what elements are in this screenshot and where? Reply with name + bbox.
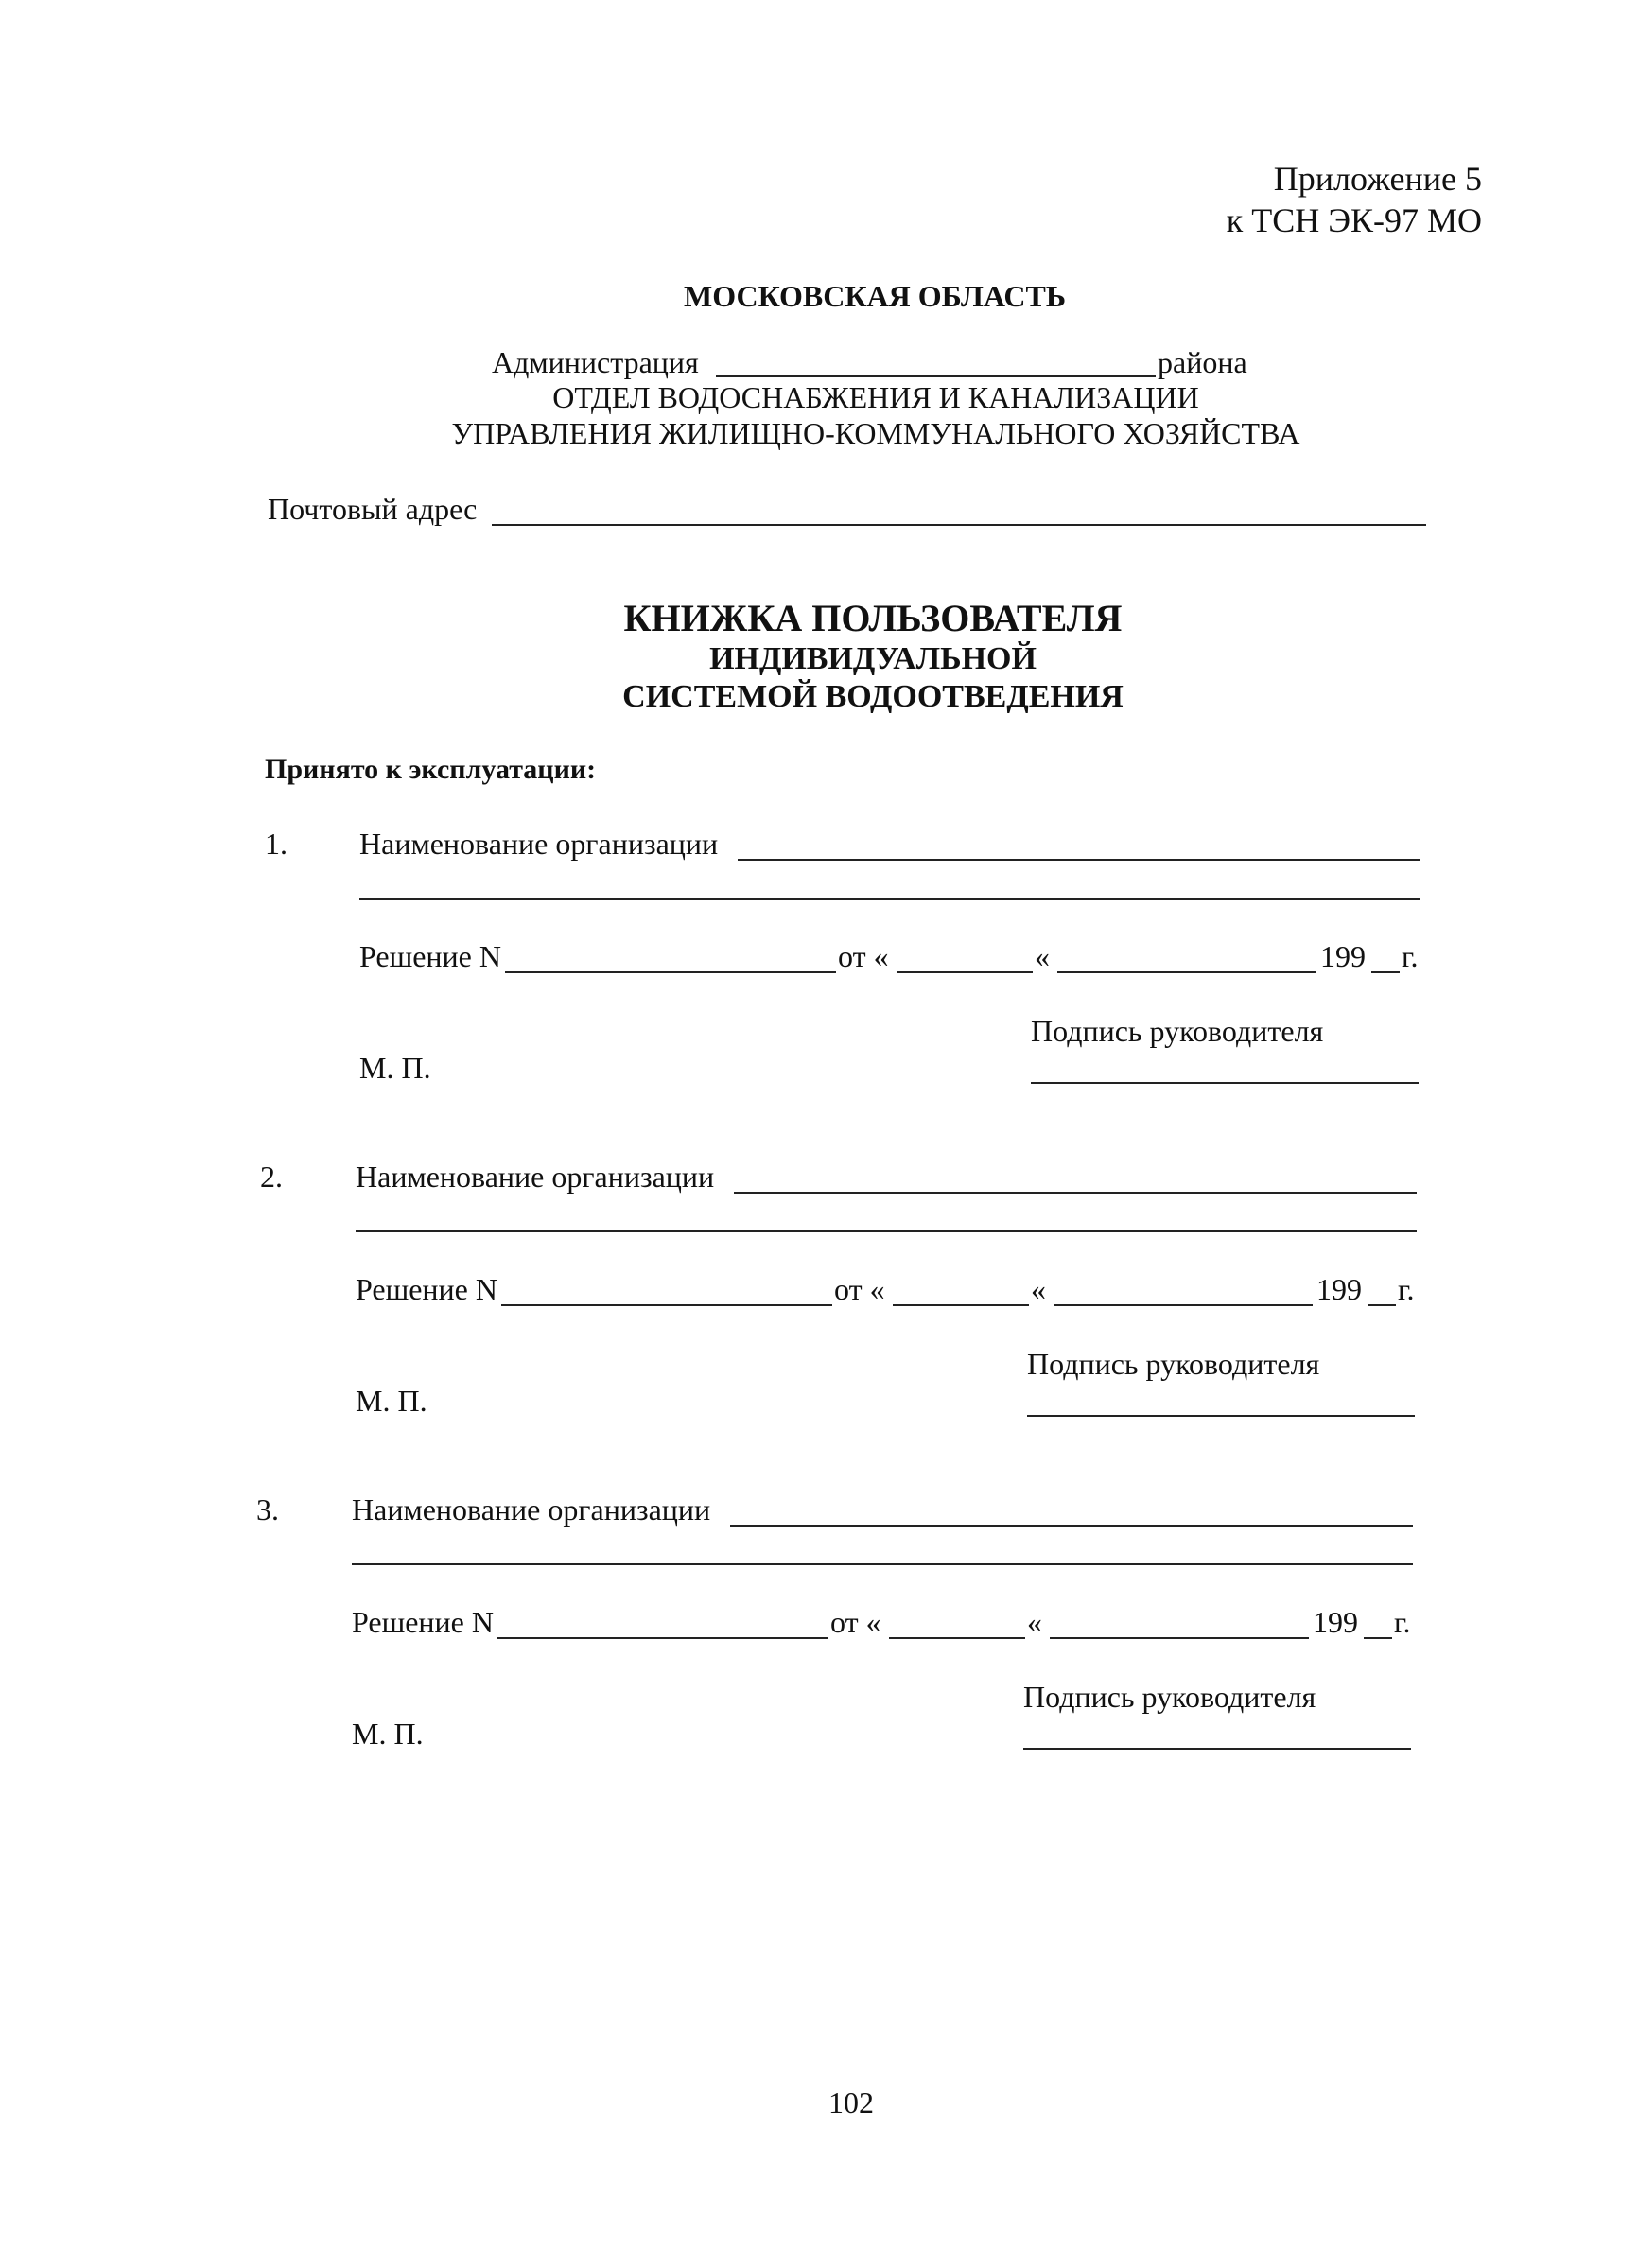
signature-label: Подпись руководителя <box>1031 1014 1324 1048</box>
date-day-field[interactable] <box>889 1637 1025 1639</box>
date-year-field[interactable] <box>1371 971 1400 973</box>
decision-label: Решение N <box>352 1605 494 1639</box>
stamp-label: М. П. <box>352 1717 424 1751</box>
date-year-label: 199 <box>1320 939 1366 973</box>
directorate-name: УПРАВЛЕНИЯ ЖИЛИЩНО-КОММУНАЛЬНОГО ХОЗЯЙСТВА <box>451 416 1300 450</box>
administration-district-field[interactable] <box>716 375 1156 377</box>
date-month-field[interactable] <box>1057 971 1316 973</box>
title-line3: СИСТЕМОЙ ВОДООТВЕДЕНИЯ <box>622 679 1124 714</box>
date-year-field[interactable] <box>1368 1304 1396 1306</box>
entry-number: 1. <box>265 827 288 861</box>
decision-number-field[interactable] <box>497 1637 828 1639</box>
org-name-field-continuation[interactable] <box>359 898 1420 900</box>
date-year-suffix: г. <box>1398 1272 1415 1306</box>
signature-label: Подпись руководителя <box>1027 1347 1320 1381</box>
appendix-line2: к ТСН ЭК-97 МО <box>1226 201 1482 239</box>
decision-number-field[interactable] <box>501 1304 832 1306</box>
org-name-field[interactable] <box>734 1192 1417 1194</box>
date-day-field[interactable] <box>893 1304 1029 1306</box>
postal-address-field[interactable] <box>492 524 1426 526</box>
date-from-label: от « <box>834 1272 885 1306</box>
org-name-field[interactable] <box>730 1525 1413 1527</box>
org-name-label: Наименование организации <box>359 827 719 861</box>
org-name-field-continuation[interactable] <box>352 1563 1413 1565</box>
decision-number-field[interactable] <box>505 971 836 973</box>
signature-field[interactable] <box>1031 1082 1419 1084</box>
decision-label: Решение N <box>356 1272 497 1306</box>
accepted-label: Принято к эксплуатации: <box>265 754 597 785</box>
date-quote: « <box>1031 1272 1046 1306</box>
date-quote: « <box>1027 1605 1042 1639</box>
org-name-label: Наименование организации <box>356 1160 715 1194</box>
date-year-suffix: г. <box>1394 1605 1411 1639</box>
entry-number: 2. <box>260 1160 283 1194</box>
signature-field[interactable] <box>1027 1415 1415 1417</box>
org-name-field-continuation[interactable] <box>356 1230 1417 1232</box>
date-month-field[interactable] <box>1054 1304 1313 1306</box>
postal-address-label: Почтовый адрес <box>268 492 478 526</box>
page-number: 102 <box>828 2085 874 2120</box>
signature-field[interactable] <box>1023 1748 1411 1750</box>
date-quote: « <box>1035 939 1050 973</box>
date-year-field[interactable] <box>1364 1637 1392 1639</box>
date-month-field[interactable] <box>1050 1637 1309 1639</box>
date-from-label: от « <box>830 1605 881 1639</box>
date-year-suffix: г. <box>1402 939 1419 973</box>
date-year-label: 199 <box>1313 1605 1358 1639</box>
signature-label: Подпись руководителя <box>1023 1680 1316 1714</box>
org-name-field[interactable] <box>738 859 1420 861</box>
department-name: ОТДЕЛ ВОДОСНАБЖЕНИЯ И КАНАЛИЗАЦИИ <box>552 380 1199 414</box>
date-year-label: 199 <box>1316 1272 1362 1306</box>
administration-prefix: Администрация <box>492 345 699 379</box>
title-line1: КНИЖКА ПОЛЬЗОВАТЕЛЯ <box>623 597 1123 639</box>
entry-number: 3. <box>256 1492 279 1527</box>
date-from-label: от « <box>838 939 889 973</box>
org-name-label: Наименование организации <box>352 1492 711 1527</box>
date-day-field[interactable] <box>897 971 1033 973</box>
title-line2: ИНДИВИДУАЛЬНОЙ <box>709 641 1037 676</box>
stamp-label: М. П. <box>359 1051 431 1085</box>
administration-suffix: района <box>1158 345 1247 379</box>
decision-label: Решение N <box>359 939 501 973</box>
appendix-line1: Приложение 5 <box>1273 160 1482 198</box>
region-heading: МОСКОВСКАЯ ОБЛАСТЬ <box>684 279 1066 313</box>
stamp-label: М. П. <box>356 1384 427 1418</box>
